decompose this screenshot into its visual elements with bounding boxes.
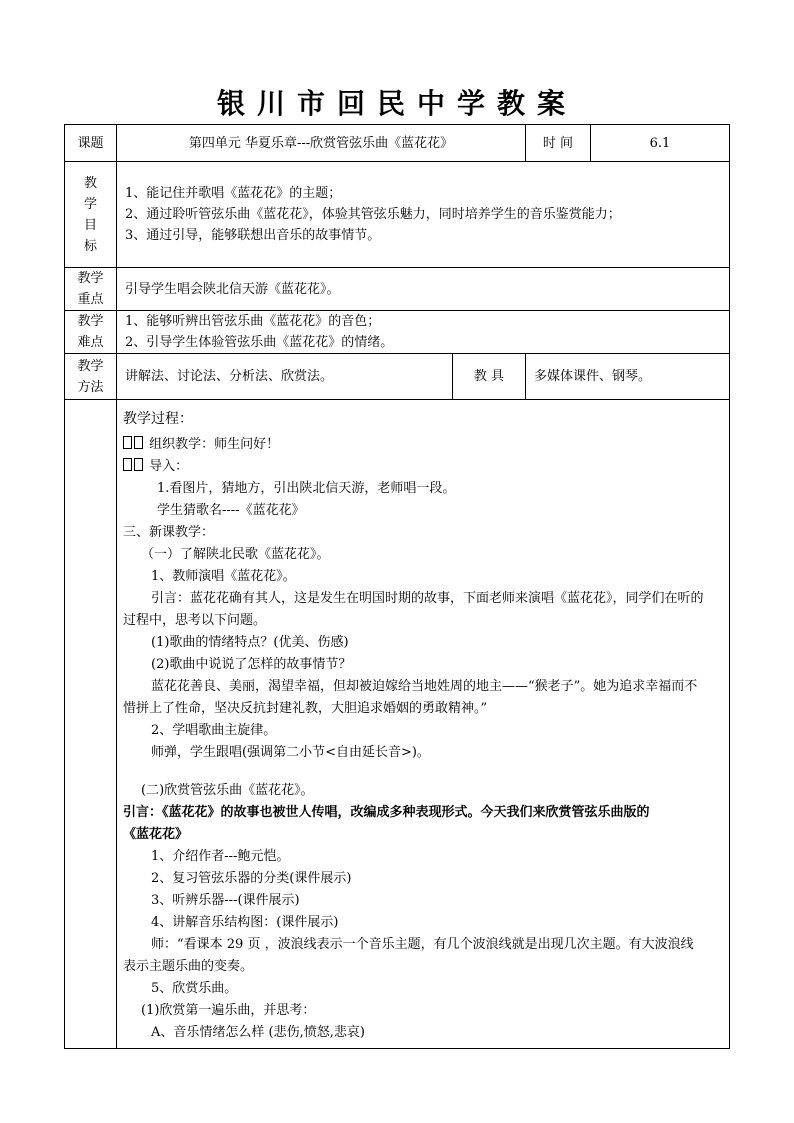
objective-item: 2、通过聆听管弦乐曲《蓝花花》，体验其管弦乐魅力，同时培养学生的音乐鉴赏能力； [125, 207, 621, 222]
time-value: 6.1 [591, 125, 730, 162]
process-step: 导入： [123, 456, 723, 478]
process-line: 《蓝花花》 [123, 827, 189, 842]
methods-row [65, 354, 730, 400]
difficulties-content [117, 311, 730, 354]
objectives-content [117, 162, 730, 268]
objectives-row [65, 162, 730, 268]
process-line: 2、复习管弦乐器的分类(课件展示) [151, 871, 352, 886]
methods-label: 教学 方法 [65, 354, 117, 400]
process-line: (1)欣赏第一遍乐曲，并思考： [141, 1003, 316, 1018]
process-line: 1.看图片，猜地方，引出陕北信天游，老师唱一段。 [157, 481, 456, 496]
lesson-plan-table [64, 124, 730, 1049]
process-line: 学生猜歌名----《蓝花花》 [157, 503, 305, 518]
process-line: 4、讲解音乐结构图：(课件展示) [151, 915, 339, 930]
process-step: 组织教学：师生问好！ [123, 434, 723, 456]
difficulty-item: 1、能够听辨出管弦乐曲《蓝花花》的音色； [125, 314, 381, 329]
process-line: 惜拼上了性命，坚决反抗封建礼教，大胆追求婚姻的勇敢精神。” [123, 701, 488, 716]
key-points-row [65, 268, 730, 311]
tools-content: 多媒体课件、钢琴。 [526, 354, 730, 400]
missing-glyph-icon [123, 436, 132, 449]
topic-row [65, 125, 730, 162]
process-line: 2、学唱歌曲主旋律。 [151, 723, 277, 738]
process-line: (1)歌曲的情绪特点？(优美、伤感) [151, 635, 349, 650]
key-points-label: 教学 重点 [65, 268, 117, 311]
process-line: (2)歌曲中说说了怎样的故事情节？ [151, 657, 352, 672]
missing-glyph-icon [123, 458, 132, 471]
missing-glyph-icon [134, 458, 143, 471]
difficulty-item: 2、引导学生体验管弦乐曲《蓝花花》的情绪。 [125, 335, 394, 350]
process-label-cell [65, 400, 117, 1049]
process-line: 引言：蓝花花确有其人，这是发生在明国时期的故事，下面老师来演唱《蓝花花》，同学们在听的 [151, 591, 704, 606]
process-line: （一）了解陕北民歌《蓝花花》。 [141, 547, 330, 562]
objective-item: 3、通过引导，能够联想出音乐的故事情节。 [125, 228, 381, 243]
process-line: (二)欣赏管弦乐曲《蓝花花》。 [141, 783, 314, 798]
missing-glyph-icon [134, 436, 143, 449]
process-step: 三、新课教学： [123, 525, 215, 540]
process-content [117, 400, 730, 1049]
process-line: 师：“看课本 29 页 ，波浪线表示一个音乐主题，有几个波浪线就是出现几次主题。有大波浪线 [151, 937, 694, 952]
process-row [65, 400, 730, 1049]
key-points-content: 引导学生唱会陕北信天游《蓝花花》。 [117, 268, 730, 311]
process-line: 5、欣赏乐曲。 [151, 981, 238, 996]
process-line: 师弹，学生跟唱(强调第二小节<自由延长音>)。 [151, 745, 430, 760]
difficulties-row [65, 311, 730, 354]
process-line: A、音乐情绪怎么样 (悲伤,愤怒,悲哀) [151, 1025, 365, 1040]
process-line: 3、听辨乐器---(课件展示) [151, 893, 300, 908]
process-line: 引言：《蓝花花》的故事也被世人传唱，改编成多种表现形式。今天我们来欣赏管弦乐曲版的 [123, 805, 650, 820]
topic-value: 第四单元 华夏乐章---欣赏管弦乐曲《蓝花花》 [117, 125, 526, 162]
tools-label: 教 具 [453, 354, 526, 400]
process-line: 表示主题乐曲的变奏。 [123, 959, 254, 974]
process-line: 1、介绍作者---鲍元恺。 [151, 849, 290, 864]
process-line: 蓝花花善良、美丽，渴望幸福，但却被迫嫁给当地姓周的地主——“猴老子”。她为追求幸福而不 [151, 679, 698, 694]
topic-label: 课题 [65, 125, 117, 162]
difficulties-label: 教学 难点 [65, 311, 117, 354]
process-line: 1、教师演唱《蓝花花》。 [151, 569, 296, 584]
objectives-label: 教 学 目 标 [65, 162, 117, 268]
objective-item: 1、能记住并歌唱《蓝花花》的主题； [125, 186, 342, 201]
time-label: 时 间 [526, 125, 591, 162]
methods-content: 讲解法、讨论法、分析法、欣赏法。 [117, 354, 453, 400]
page-title: 银川市回民中学教案 [216, 87, 577, 120]
process-heading: 教学过程： [123, 411, 193, 427]
process-line: 过程中，思考以下问题。 [123, 613, 267, 628]
